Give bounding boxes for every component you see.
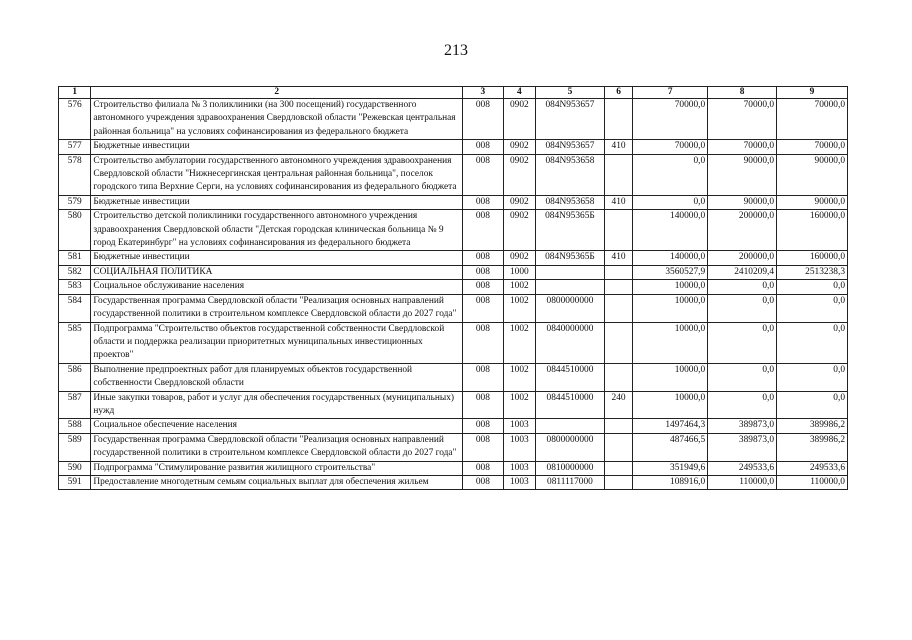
table-row [59,154,848,195]
row-name: Строительство филиала № 3 поликлиники (на 300 посещений) государственного автономного учреждения здравоохранения Свердловской области "Режевская центральная районная больница" на условиях софинансирования из федерального бюджета [91,99,463,140]
section-code: 0902 [503,210,535,251]
amount-col-7: 351949,6 [633,461,708,475]
ministry-code: 008 [463,322,504,363]
amount-col-8: 200000,0 [708,251,777,265]
row-name: Социальное обслуживание населения [91,280,463,294]
ministry-code: 008 [463,391,504,419]
row-name: Бюджетные инвестиции [91,251,463,265]
amount-col-7: 70000,0 [633,99,708,140]
target-article-code: 0810000000 [536,461,605,475]
col-header: 6 [604,87,632,99]
row-name: Государственная программа Свердловской области "Реализация основных направлений государственной политики в строительном комплексе Свердловской области до 2027 года" [91,294,463,322]
expense-type-code: 410 [604,251,632,265]
row-number: 588 [59,419,91,433]
col-header: 2 [91,87,463,99]
section-code: 1003 [503,419,535,433]
section-code: 1002 [503,391,535,419]
amount-col-7: 140000,0 [633,251,708,265]
section-code: 0902 [503,99,535,140]
expense-type-code [604,154,632,195]
amount-col-8: 0,0 [708,280,777,294]
ministry-code: 008 [463,419,504,433]
row-number: 579 [59,195,91,209]
amount-col-9: 249533,6 [777,461,848,475]
table-row [59,322,848,363]
row-number: 581 [59,251,91,265]
table-row [59,140,848,154]
row-number: 584 [59,294,91,322]
table-row [59,280,848,294]
row-name: Строительство детской поликлиники государственного автономного учреждения здравоохранения Свердловской области "Детская городская клиническая больница № 9 город Екатеринбург" на условиях софинансирования из федерального бюджета [91,210,463,251]
ministry-code: 008 [463,210,504,251]
row-number: 586 [59,363,91,391]
amount-col-8: 0,0 [708,391,777,419]
amount-col-8: 0,0 [708,294,777,322]
col-header: 9 [777,87,848,99]
amount-col-8: 90000,0 [708,154,777,195]
amount-col-8: 249533,6 [708,461,777,475]
table-row [59,419,848,433]
amount-col-7: 10000,0 [633,322,708,363]
row-name: СОЦИАЛЬНАЯ ПОЛИТИКА [91,265,463,279]
amount-col-7: 140000,0 [633,210,708,251]
ministry-code: 008 [463,140,504,154]
ministry-code: 008 [463,294,504,322]
row-number: 583 [59,280,91,294]
row-number: 591 [59,475,91,489]
section-code: 1002 [503,363,535,391]
row-number: 576 [59,99,91,140]
table-row [59,475,848,489]
amount-col-8: 0,0 [708,363,777,391]
ministry-code: 008 [463,461,504,475]
target-article-code: 0844510000 [536,363,605,391]
expense-type-code: 410 [604,140,632,154]
expense-type-code [604,280,632,294]
table-row [59,461,848,475]
amount-col-7: 108916,0 [633,475,708,489]
section-code: 0902 [503,195,535,209]
amount-col-9: 389986,2 [777,419,848,433]
ministry-code: 008 [463,363,504,391]
amount-col-8: 70000,0 [708,99,777,140]
table-row [59,433,848,461]
amount-col-8: 389873,0 [708,433,777,461]
amount-col-8: 200000,0 [708,210,777,251]
section-code: 1000 [503,265,535,279]
expense-type-code [604,294,632,322]
table-row [59,391,848,419]
row-name: Бюджетные инвестиции [91,195,463,209]
target-article-code: 0811117000 [536,475,605,489]
col-header: 8 [708,87,777,99]
amount-col-7: 3560527,9 [633,265,708,279]
amount-col-9: 2513238,3 [777,265,848,279]
row-number: 585 [59,322,91,363]
amount-col-9: 0,0 [777,322,848,363]
ministry-code: 008 [463,154,504,195]
table-row [59,265,848,279]
amount-col-9: 110000,0 [777,475,848,489]
row-name: Выполнение предпроектных работ для планируемых объектов государственной собственности Свердловской области [91,363,463,391]
amount-col-9: 0,0 [777,391,848,419]
target-article-code [536,265,605,279]
target-article-code: 084N953658 [536,195,605,209]
row-name: Иные закупки товаров, работ и услуг для обеспечения государственных (муниципальных) нужд [91,391,463,419]
amount-col-7: 10000,0 [633,280,708,294]
expense-type-code [604,99,632,140]
expense-type-code [604,461,632,475]
row-number: 590 [59,461,91,475]
target-article-code: 084N953658 [536,154,605,195]
row-number: 577 [59,140,91,154]
amount-col-8: 389873,0 [708,419,777,433]
amount-col-9: 70000,0 [777,99,848,140]
amount-col-7: 1497464,3 [633,419,708,433]
table-row [59,195,848,209]
table-row [59,210,848,251]
ministry-code: 008 [463,195,504,209]
amount-col-9: 0,0 [777,280,848,294]
section-code: 0902 [503,154,535,195]
col-header: 7 [633,87,708,99]
amount-col-7: 70000,0 [633,140,708,154]
row-name: Государственная программа Свердловской области "Реализация основных направлений государственной политики в строительном комплексе Свердловской области до 2027 года" [91,433,463,461]
row-name: Подпрограмма "Стимулирование развития жилищного строительства" [91,461,463,475]
target-article-code: 084N95365Б [536,251,605,265]
section-code: 1002 [503,294,535,322]
col-header: 1 [59,87,91,99]
section-code: 1002 [503,280,535,294]
ministry-code: 008 [463,280,504,294]
section-code: 0902 [503,251,535,265]
section-code: 1003 [503,433,535,461]
amount-col-9: 90000,0 [777,154,848,195]
amount-col-9: 0,0 [777,363,848,391]
amount-col-8: 70000,0 [708,140,777,154]
row-number: 589 [59,433,91,461]
amount-col-9: 90000,0 [777,195,848,209]
row-name: Бюджетные инвестиции [91,140,463,154]
target-article-code: 0800000000 [536,294,605,322]
amount-col-7: 10000,0 [633,294,708,322]
amount-col-8: 110000,0 [708,475,777,489]
expense-type-code [604,322,632,363]
row-name: Предоставление многодетным семьям социальных выплат для обеспечения жильем [91,475,463,489]
target-article-code: 084N95365Б [536,210,605,251]
target-article-code: 0844510000 [536,391,605,419]
amount-col-8: 0,0 [708,322,777,363]
amount-col-7: 10000,0 [633,363,708,391]
table-row [59,99,848,140]
ministry-code: 008 [463,99,504,140]
expense-type-code: 410 [604,195,632,209]
ministry-code: 008 [463,251,504,265]
row-name: Подпрограмма "Строительство объектов государственной собственности Свердловской области и поддержка реализации приоритетных муниципальных инвестиционных проектов" [91,322,463,363]
expense-type-code [604,419,632,433]
target-article-code [536,419,605,433]
row-number: 582 [59,265,91,279]
expense-type-code [604,363,632,391]
amount-col-7: 0,0 [633,195,708,209]
expense-type-code [604,210,632,251]
target-article-code: 084N953657 [536,140,605,154]
expense-type-code: 240 [604,391,632,419]
table-row [59,251,848,265]
row-name: Строительство амбулатории государственного автономного учреждения здравоохранения Свердловской области "Нижнесергинская центральная районная больница", поселок городского типа Верхние Серги, на условиях софинансирования из федерального бюджета [91,154,463,195]
amount-col-9: 70000,0 [777,140,848,154]
amount-col-7: 10000,0 [633,391,708,419]
row-number: 587 [59,391,91,419]
amount-col-9: 160000,0 [777,251,848,265]
expense-type-code [604,475,632,489]
expense-type-code [604,433,632,461]
budget-table [58,86,848,490]
ministry-code: 008 [463,475,504,489]
header-row [59,87,848,99]
section-code: 1003 [503,475,535,489]
col-header: 4 [503,87,535,99]
expense-type-code [604,265,632,279]
target-article-code: 0800000000 [536,433,605,461]
amount-col-9: 0,0 [777,294,848,322]
amount-col-7: 0,0 [633,154,708,195]
amount-col-8: 90000,0 [708,195,777,209]
ministry-code: 008 [463,433,504,461]
target-article-code [536,280,605,294]
ministry-code: 008 [463,265,504,279]
table-row [59,294,848,322]
section-code: 1003 [503,461,535,475]
section-code: 0902 [503,140,535,154]
col-header: 5 [536,87,605,99]
table-row [59,363,848,391]
amount-col-9: 389986,2 [777,433,848,461]
row-number: 580 [59,210,91,251]
section-code: 1002 [503,322,535,363]
amount-col-9: 160000,0 [777,210,848,251]
amount-col-7: 487466,5 [633,433,708,461]
page-number: 213 [444,42,468,59]
row-name: Социальное обеспечение населения [91,419,463,433]
amount-col-8: 2410209,4 [708,265,777,279]
row-number: 578 [59,154,91,195]
target-article-code: 0840000000 [536,322,605,363]
col-header: 3 [463,87,504,99]
target-article-code: 084N953657 [536,99,605,140]
